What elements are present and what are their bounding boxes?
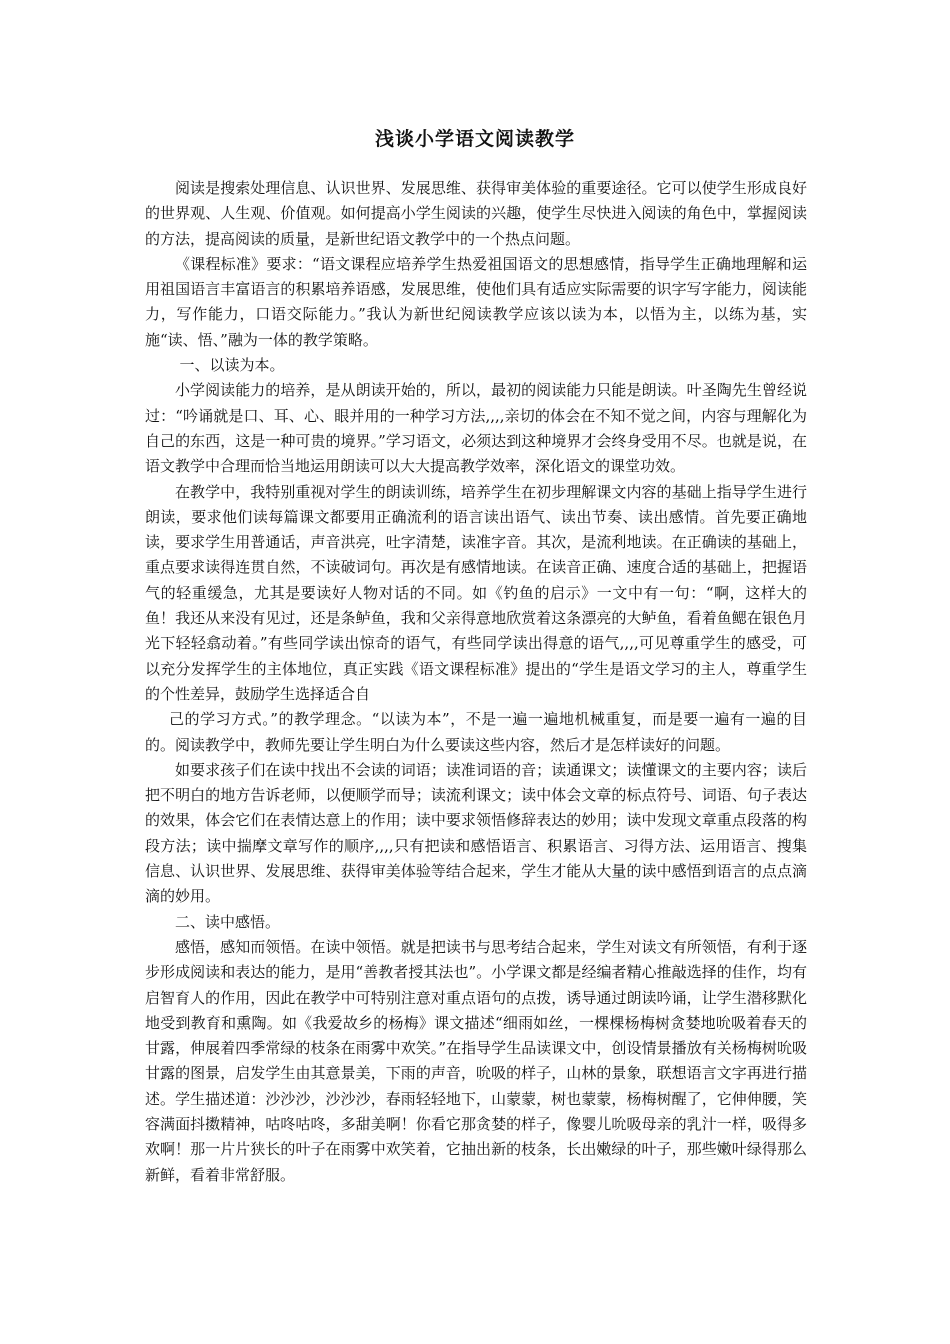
paragraph-reading-purpose: 己的学习方式。”的教学理念。“以读为本”，不是一遍一遍地机械重复，而是要一遍有一遍的目的。阅读教学中，教师先要让学生明白为什么要读这些内容，然后才是怎样读好的问题。 [145,710,807,754]
section-heading-insight-in-reading: 二、读中感悟。 [175,912,281,931]
paragraph-intro: 阅读是搜索处理信息、认识世界、发展思维、获得审美体验的重要途径。它可以使学生形成良好的世界观、人生观、价值观。如何提高小学生阅读的兴趣，使学生尽快进入阅读的角色中，掌握阅读的方法，提高阅读的质量，是新世纪语文教学中的一个热点问题。 [145,179,807,248]
section-heading-reading-as-basis: 一、以读为本。 [179,356,285,375]
paragraph-reading-training: 在教学中，我特别重视对学生的朗读训练，培养学生在初步理解课文内容的基础上指导学生进行朗读，要求他们读每篇课文都要用正确流利的语言读出语气、读出节奏、读出感情。首先要正确地读，要求学生用普通话，声音洪亮，吐字清楚，读准字音。其次，是流利地读。在正确读的基础上，重点要求读得连贯自然，不读破词句。再次是有感情地读。在读音正确、速度合适的基础上，把握语气的轻重缓急，尤其是要读好人物对话的不同。如《钓鱼的启示》一文中有一句：“啊，这样大的鱼！我还从来没有见过，还是条鲈鱼，我和父亲得意地欣赏着这条漂亮的大鲈鱼，看着鱼鳃在银色月光下轻轻翕动着。”有些同学读出惊奇的语气，有些同学读出得意的语气,,,,可见尊重学生的感受，可以充分发挥学生的主体地位，真正实践《语文课程标准》提出的“学生是语文学习的主人，尊重学生的个性差异，鼓励学生选择适合自 [145,482,807,703]
paragraph-curriculum-standard: 《课程标准》要求：“语文课程应培养学生热爱祖国语文的思想感情，指导学生正确地理解和运用祖国语言丰富语言的积累培养语感，发展思维，使他们具有适应实际需要的识字写字能力，阅读能力，写作能力，口语交际能力。”我认为新世纪阅读教学应该以读为本，以悟为主，以练为基，实施“读、悟、”融为一体的教学策略。 [145,254,807,349]
document-title: 浅谈小学语文阅读教学 [374,128,575,150]
paragraph-reading-aloud: 小学阅读能力的培养，是从朗读开始的，所以，最初的阅读能力只能是朗读。叶圣陶先生曾经说过：“吟诵就是口、耳、心、眼并用的一种学习方法,,,,亲切的体会在不知不觉之间，内容与理解化为自己的东西，这是一种可贵的境界。”学习语文，必须达到这种境界才会终身受用不尽。也就是说，在语文教学中合理而恰当地运用朗读可以大大提高教学效率，深化语文的课堂功效。 [145,381,807,476]
paragraph-insight: 感悟，感知而领悟。在读中领悟。就是把读书与思考结合起来，学生对读文有所领悟，有利于逐步形成阅读和表达的能力，是用“善教者授其法也”。小学课文都是经编者精心推敲选择的佳作，均有启智育人的作用，因此在教学中可特别注意对重点语句的点拨，诱导通过朗读吟诵，让学生潜移默化地受到教育和熏陶。如《我爱故乡的杨梅》课文描述“细雨如丝，一棵棵杨梅树贪婪地吮吸着春天的甘露，伸展着四季常绿的枝条在雨雾中欢笑。”在指导学生品读课文中，创设情景播放有关杨梅树吮吸甘露的图景，启发学生由其意景美，下雨的声音，吮吸的样子，山林的景象，联想语言文字再进行描述。学生描述道：沙沙沙，沙沙沙，春雨轻轻地下，山蒙蒙，树也蒙蒙，杨梅树醒了，它伸伸腰，笑容满面抖擞精神，咕咚咕咚，多甜美啊！你看它那贪婪的样子，像婴儿吮吸母亲的乳汁一样，吸得多欢啊！那一片片狭长的叶子在雨雾中欢笑着，它抽出新的枝条，长出嫩绿的叶子，那些嫩叶绿得那么新鲜，看着非常舒服。 [145,937,807,1184]
document-body [145,176,807,1188]
paragraph-reading-requirements: 如要求孩子们在读中找出不会读的词语；读准词语的音；读通课文；读懂课文的主要内容；读后把不明白的地方告诉老师，以便顺学而导；读流利课文；读中体会文章的标点符号、词语、句子表达的效果，体会它们在表情达意上的作用；读中要求领悟修辞表达的妙用；读中发现文章重点段落的构段方法；读中揣摩文章写作的顺序,,,,只有把读和感悟语言、积累语言、习得方法、运用语言、搜集信息、认识世界、发展思维、获得审美体验等结合起来，学生才能从大量的读中感悟到语言的点点滴滴的妙用。 [145,760,807,906]
